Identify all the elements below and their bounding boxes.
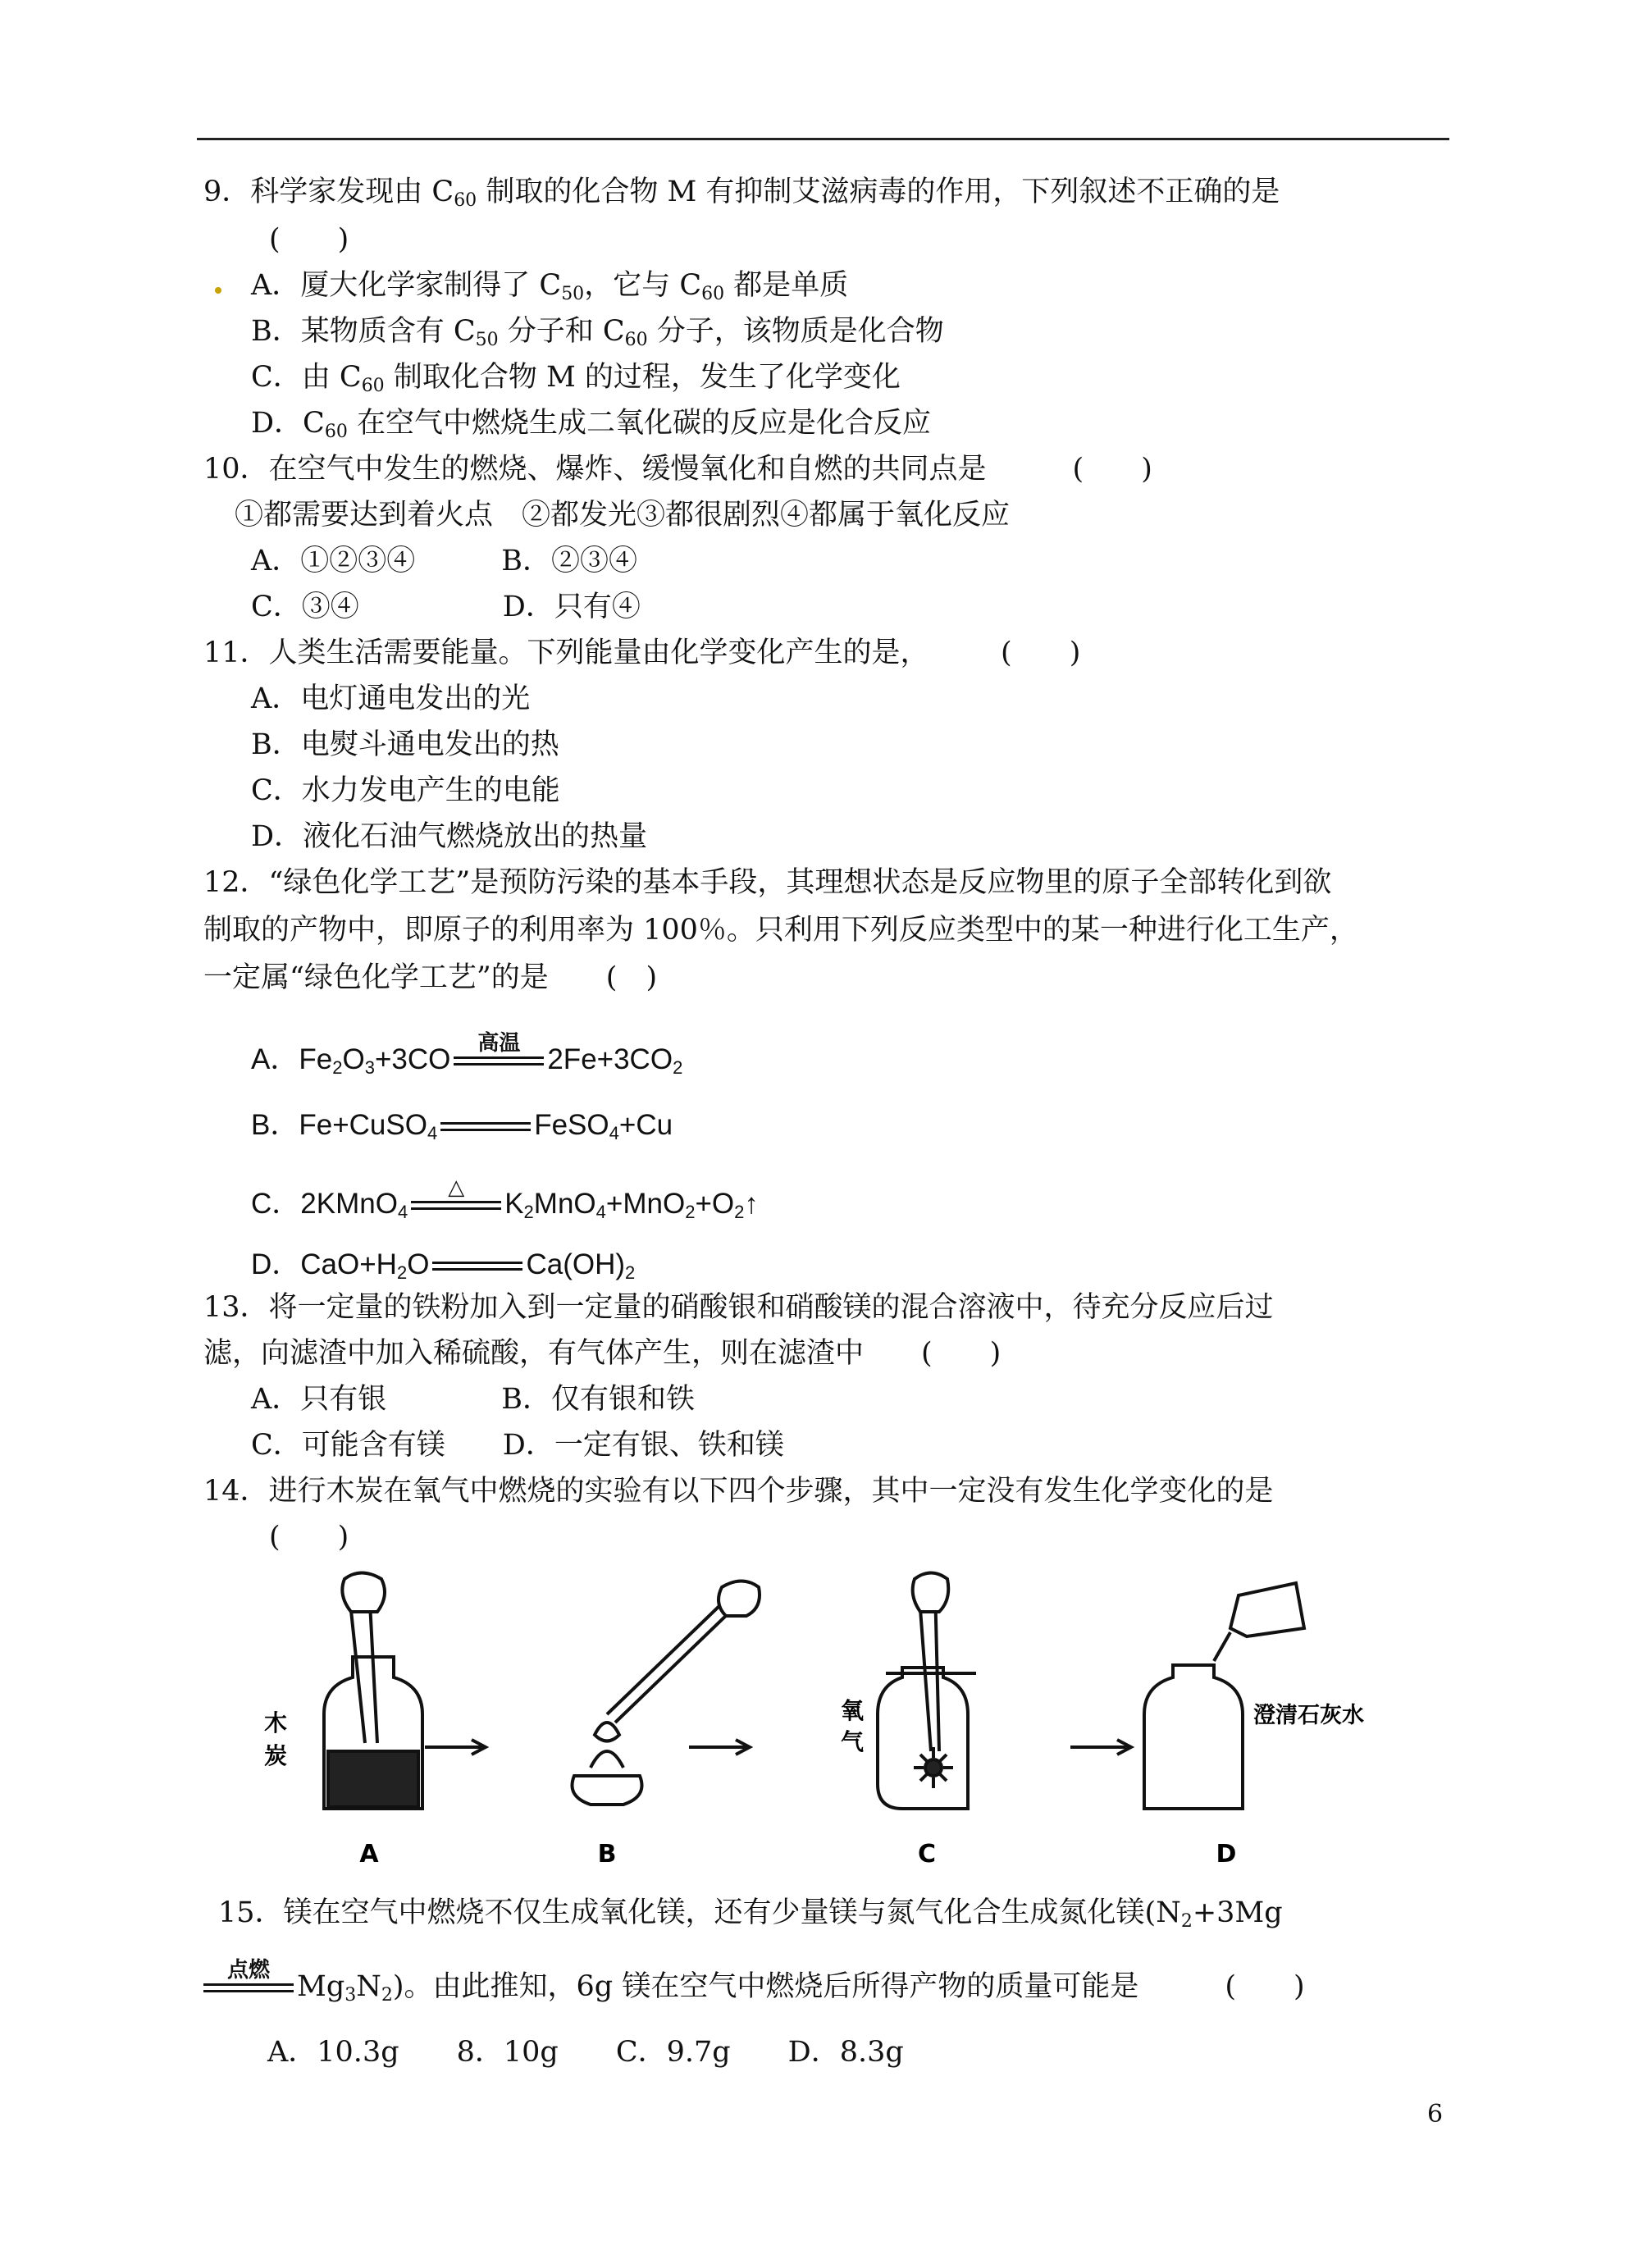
reaction-arrow — [432, 1258, 522, 1275]
q11-option-b: B．电熨斗通电发出的热 — [251, 728, 559, 761]
limewater-label: 澄清石灰水 — [1253, 1703, 1364, 1728]
q13-options-ab: A．只有银 B．仅有银和铁 — [251, 1383, 695, 1416]
q11-option-d: D．液化石油气燃烧放出的热量 — [251, 820, 648, 853]
arrow-b-c — [689, 1740, 750, 1755]
q10-options-cd: C．③④ D．只有④ — [251, 591, 641, 623]
q9-option-c: C．由 $C_{60}$ 制取化合物 M 的过程，发生了化学变化 — [251, 361, 901, 396]
q14-answer-paren: ( ) — [269, 1521, 349, 1554]
q12-option-b: B．Fe+CuSO$_4$ FeSO$_4$+Cu — [251, 1109, 673, 1143]
reaction-arrow: 点燃 — [203, 1980, 294, 1996]
reaction-arrow: △ — [411, 1198, 501, 1214]
q9-answer-paren: ( ) — [269, 223, 349, 256]
q15-stem-line1: 15．镁在空气中燃烧不仅生成氧化镁，还有少量镁与氮气化合生成氮化镁($N_2+3Mg$ — [218, 1896, 1283, 1932]
reaction-arrow: 高温 — [454, 1053, 544, 1070]
charcoal-label-1: 木 — [264, 1709, 288, 1736]
q9-stem: 9．科学家发现由 $C_{60}$ 制取的化合物 M 有抑制艾滋病毒的作用，下列叙述不正确的是 — [203, 176, 1280, 211]
step-c-oxygen-jar — [878, 1573, 976, 1809]
step-d-limewater-jar — [1144, 1583, 1304, 1809]
q9-option-b: B．某物质含有 $C_{50}$ 分子和 $C_{60}$ 分子，该物质是化合物 — [251, 315, 944, 350]
q12-option-a: A．$Fe_2O_3+3CO$ 高温 $2Fe+3CO_2$ — [251, 1030, 683, 1078]
q10-statements: ①都需要达到着火点 ②都发光③都很剧烈④都属于氧化反应 — [235, 499, 1011, 532]
q10-options-ab: A．①②③④ B．②③④ — [251, 545, 637, 577]
stray-dot — [215, 287, 221, 294]
arrow-c-d — [1070, 1740, 1131, 1755]
q11-option-a: A．电灯通电发出的光 — [251, 682, 531, 715]
step-a-jar — [324, 1573, 422, 1809]
q13-options-cd: C．可能含有镁 D．一定有银、铁和镁 — [251, 1429, 784, 1462]
q13-stem-line1: 13．将一定量的铁粉加入到一定量的硝酸银和硝酸镁的混合溶液中，待充分反应后过 — [203, 1291, 1274, 1324]
step-label-b: B — [597, 1840, 617, 1869]
q12-option-c: C．2KMnO$_4$ △ $K_2MnO_4+MnO_2+O_2↑$ — [251, 1175, 759, 1222]
oxygen-label-2: 气 — [841, 1728, 865, 1755]
oxygen-label-1: 氧 — [841, 1697, 865, 1724]
q12-stem-line2: 制取的产物中，即原子的利用率为 100％。只利用下列反应类型中的某一种进行化工生产， — [203, 914, 1358, 947]
q11-option-c: C．水力发电产生的电能 — [251, 774, 560, 807]
q12-stem-line3: 一定属“绿色化学工艺”的是 ( ) — [203, 961, 658, 994]
q10-stem: 10．在空气中发生的燃烧、爆炸、缓慢氧化和自燃的共同点是 ( ) — [203, 453, 1152, 486]
reaction-arrow — [440, 1119, 531, 1135]
q15-options: A．10.3g 8．10g C．9.7g D．8.3g — [267, 2036, 904, 2069]
header-rule — [197, 138, 1449, 140]
arrow-a-b — [425, 1740, 486, 1755]
q11-stem: 11．人类生活需要能量。下列能量由化学变化产生的是， ( ) — [203, 637, 1081, 669]
q15-stem-line2: 点燃 $Mg_3N_2$)。由此推知，6g 镁在空气中燃烧后所得产物的质量可能是 ( ) — [203, 1969, 1305, 2005]
q12-stem-line1: 12．“绿色化学工艺”是预防污染的基本手段，其理想状态是反应物里的原子全部转化到欲 — [203, 866, 1332, 899]
q12-option-d: D．$CaO+H_2O$ $Ca(OH)_2$ — [251, 1248, 636, 1283]
q14-stem: 14．进行木炭在氧气中燃烧的实验有以下四个步骤，其中一定没有发生化学变化的是 — [203, 1475, 1274, 1508]
q13-stem-line2: 滤，向滤渣中加入稀硫酸，有气体产生，则在滤渣中 ( ) — [203, 1337, 1002, 1370]
q9-option-a: A．厦大化学家制得了 $C_{50}$，它与 $C_{60}$ 都是单质 — [251, 269, 849, 304]
charcoal-label-2: 炭 — [264, 1742, 288, 1769]
page-number: 6 — [1427, 2100, 1444, 2129]
step-label-c: C — [917, 1840, 937, 1869]
step-b-lamp — [573, 1581, 760, 1805]
experiment-figure — [246, 1571, 1394, 1878]
q9-option-d: D．$C_{60}$ 在空气中燃烧生成二氧化碳的反应是化合反应 — [251, 407, 931, 442]
step-label-a: A — [359, 1840, 379, 1869]
step-label-d: D — [1216, 1840, 1237, 1869]
